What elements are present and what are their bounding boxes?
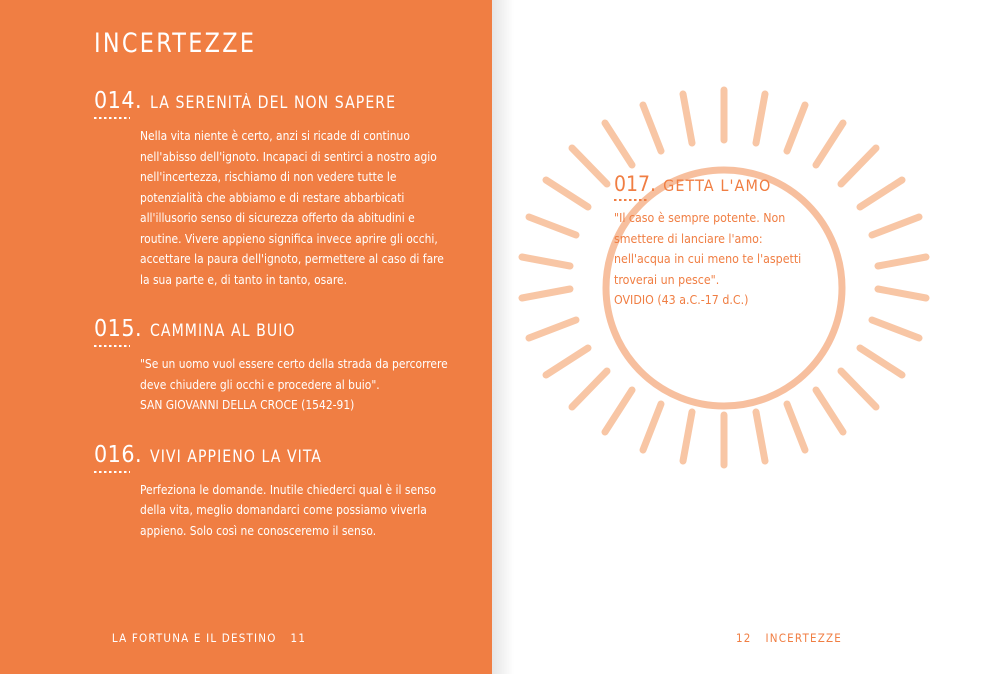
quote-body-text: "Il caso è sempre potente. Non smettere di lanciare l'amo: nell'acqua in cui meno te l'aspetti troverai un pesce". xyxy=(614,211,802,287)
list-item xyxy=(94,442,464,542)
entry-list xyxy=(94,88,464,567)
footer-page-number: 11 xyxy=(290,631,307,645)
entry-body-text: "Se un uomo vuol essere certo della strada da percorrere deve chiudere gli occhi e procedere al buio". xyxy=(140,357,448,392)
entry-title: VIVI APPIENO LA VITA xyxy=(150,446,323,466)
footer-chapter-label: LA FORTUNA E IL DESTINO xyxy=(111,631,277,645)
footer-page-number: 12 xyxy=(735,631,752,645)
entry-body xyxy=(140,480,454,542)
footer-chapter-label: INCERTEZZE xyxy=(765,631,843,645)
entry-body-text: Nella vita niente è certo, anzi si ricade di continuo nell'abisso dell'ignoto. Incapaci di sentirci a nostro agio nell'incertezza, rischiamo di non vedere tutte le potenzialità che abbiamo e di restare abbarbicati all'illusorio senso di sicurezza offerto da abitudini e routine. Vivere appieno significa invece aprire gli occhi, accettare la paura dell'ignoto, permettere al caso di fare la sua parte e, di tanto in tanto, osare. xyxy=(140,129,444,287)
entry-heading xyxy=(94,316,464,348)
entry-heading xyxy=(94,88,464,120)
entry-heading xyxy=(94,442,464,474)
quote-number: 017. xyxy=(614,172,656,202)
right-page xyxy=(492,0,1000,674)
quote-source: OVIDIO (43 a.C.-17 d.C.) xyxy=(614,293,749,307)
list-item xyxy=(94,88,464,290)
entry-title: CAMMINA AL BUIO xyxy=(150,321,296,340)
quote-heading xyxy=(614,172,824,202)
list-item xyxy=(94,316,464,416)
entry-number: 016. xyxy=(94,442,142,474)
entry-title: LA SERENITÀ DEL NON SAPERE xyxy=(150,93,397,112)
entry-body xyxy=(140,354,454,416)
quote-block xyxy=(614,172,824,311)
entry-source: SAN GIOVANNI DELLA CROCE (1542-91) xyxy=(140,398,355,412)
entry-number: 014. xyxy=(94,88,142,120)
left-page-footer xyxy=(0,631,492,645)
entry-number: 015. xyxy=(94,316,142,348)
quote-body xyxy=(614,208,814,311)
page-title: INCERTEZZE xyxy=(94,28,257,59)
entry-body-text: Perfeziona le domande. Inutile chiederci qual è il senso della vita, meglio domandarci come possiamo viverla appieno. Solo così ne conosceremo il senso. xyxy=(140,482,437,538)
right-page-footer xyxy=(492,631,1000,645)
left-page xyxy=(0,0,492,674)
entry-body xyxy=(140,126,454,290)
quote-title: GETTA L'AMO xyxy=(663,176,772,195)
